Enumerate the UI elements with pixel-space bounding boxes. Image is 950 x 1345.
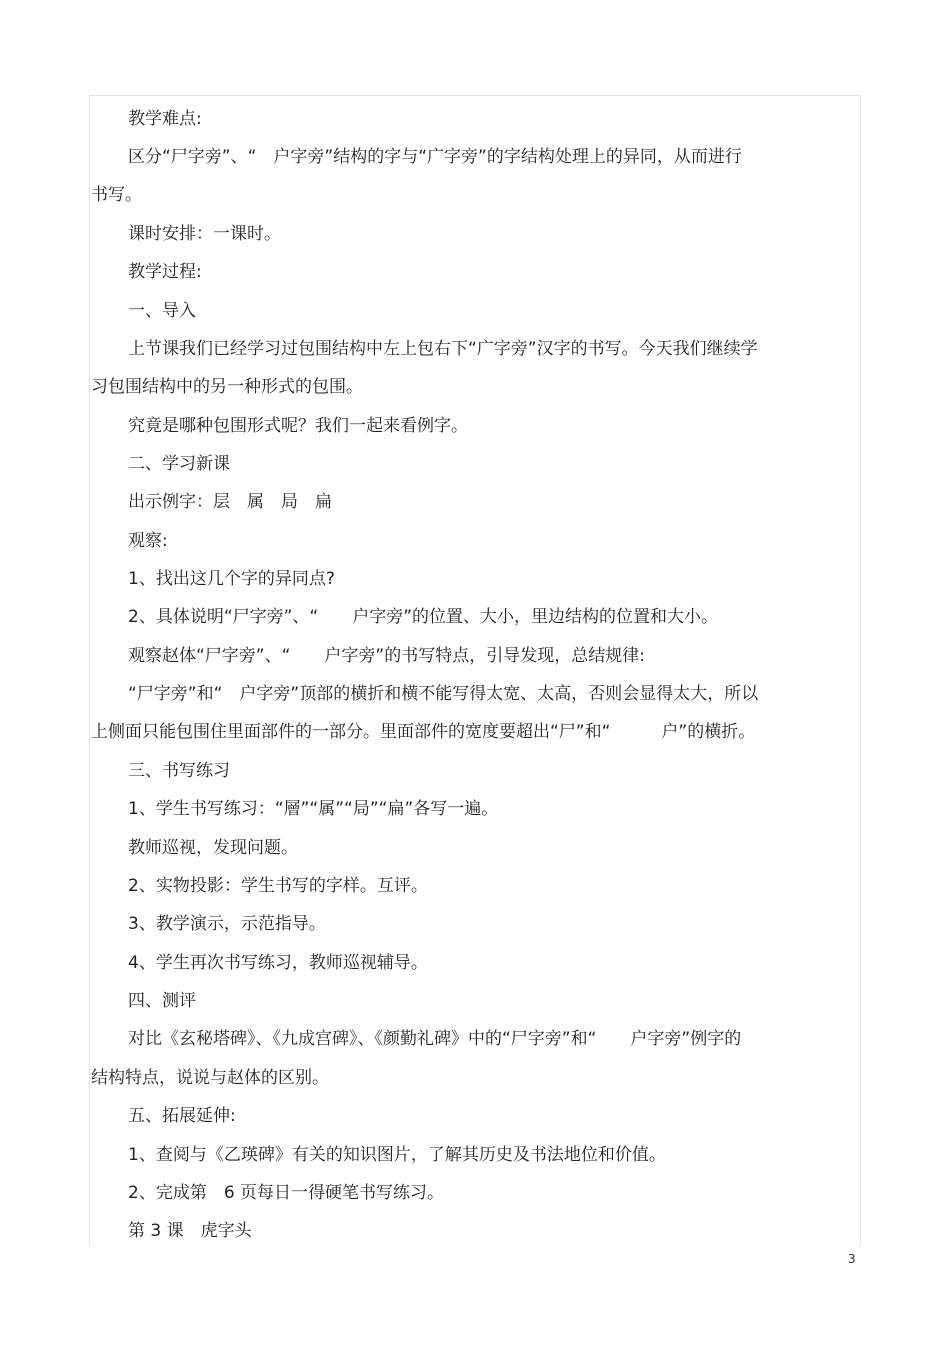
text-line: 二、学习新课 [128,454,230,474]
text-line: 观察: [128,531,168,551]
text-line: 区分“尸字旁”、“ 户字旁”结构的字与“广字旁”的字结构处理上的异同，从而进行 [128,147,742,167]
text-line: 书写。 [91,185,142,205]
text-line: 对比《玄秘塔碑》、《九成宫碑》、《颜勤礼碑》中的“尸字旁”和“ 户字旁”例字的 [128,1029,742,1049]
text-line: 四、测评 [128,991,196,1011]
text-line: 4、学生再次书写练习，教师巡视辅导。 [128,953,428,973]
text-line: 一、导入 [128,301,196,321]
text-line: 观察赵体“尸字旁”、“ 户字旁”的书写特点，引导发现，总结规律: [128,646,645,666]
text-line: 究竟是哪种包围形式呢？我们一起来看例字。 [128,416,468,436]
text-line: 1、找出这几个字的异同点? [128,569,335,589]
text-line: 2、实物投影：学生书写的字样。互评。 [128,876,428,896]
text-line: 结构特点，说说与赵体的区别。 [91,1068,329,1088]
text-line: 五、拓展延伸: [128,1106,236,1126]
text-line: 上侧面只能包围住里面部件的一部分。里面部件的宽度要超出“尸”和“ 户”的横折。 [91,722,756,742]
text-line: 1、查阅与《乙瑛碑》有关的知识图片，了解其历史及书法地位和价值。 [128,1145,666,1165]
text-line: 三、书写练习 [128,761,230,781]
text-line: 教师巡视，发现问题。 [128,838,298,858]
text-line: 习包围结构中的另一种形式的包围。 [91,377,363,397]
text-line: 第 3 课 虎字头 [128,1221,252,1241]
text-line: 2、具体说明“尸字旁”、“ 户字旁”的位置、大小，里边结构的位置和大小。 [128,607,719,627]
text-line: 出示例字：层 属 局 扁 [128,492,332,512]
text-line: 3、教学演示，示范指导。 [128,914,326,934]
text-line: 上节课我们已经学习过包围结构中左上包右下“广字旁”汉字的书写。今天我们继续学 [128,339,758,359]
page-number: 3 [848,1252,856,1266]
text-line: 教学难点: [128,109,202,129]
text-line: 课时安排：一课时。 [128,224,281,244]
text-line: 1、学生书写练习：“層”“属”“局”“扁”各写一遍。 [128,799,499,819]
text-line: 2、完成第 6 页每日一得硬笔书写练习。 [128,1183,445,1203]
text-line: “尸字旁”和“ 户字旁”顶部的横折和横不能写得太宽、太高，否则会显得太大，所以 [128,684,759,704]
text-line: 教学过程: [128,262,202,282]
